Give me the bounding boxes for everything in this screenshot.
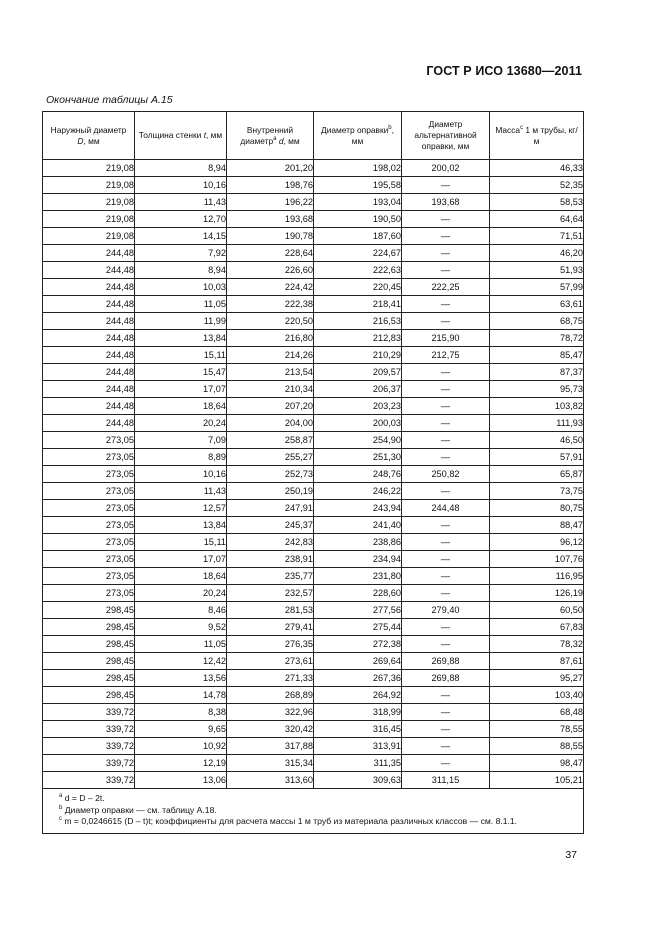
table-cell: 198,76 <box>227 177 314 194</box>
table-cell: 316,45 <box>314 721 402 738</box>
table-cell: 198,02 <box>314 160 402 177</box>
table-cell: 298,45 <box>43 670 135 687</box>
table-cell: — <box>402 568 490 585</box>
table-cell: 193,68 <box>402 194 490 211</box>
table-row <box>43 483 584 500</box>
table-cell: 244,48 <box>402 500 490 517</box>
table-cell: 313,60 <box>227 772 314 789</box>
table-cell: 13,06 <box>135 772 227 789</box>
table-cell: 219,08 <box>43 160 135 177</box>
table-row <box>43 177 584 194</box>
table-cell: 8,89 <box>135 449 227 466</box>
table-cell: 242,83 <box>227 534 314 551</box>
table-cell: 65,87 <box>490 466 584 483</box>
table-cell: 88,47 <box>490 517 584 534</box>
table-cell: 273,05 <box>43 483 135 500</box>
table-cell: 244,48 <box>43 364 135 381</box>
table-cell: 13,56 <box>135 670 227 687</box>
table-cell: 235,77 <box>227 568 314 585</box>
column-header-6: Масса$^c$ 1 м трубы, кг/м <box>490 112 584 160</box>
table-cell: 11,05 <box>135 636 227 653</box>
table-row <box>43 432 584 449</box>
table-cell: 52,35 <box>490 177 584 194</box>
table-cell: 68,48 <box>490 704 584 721</box>
table-row <box>43 772 584 789</box>
table-cell: 107,76 <box>490 551 584 568</box>
table-cell: 87,37 <box>490 364 584 381</box>
table-cell: 276,35 <box>227 636 314 653</box>
table-cell: 18,64 <box>135 568 227 585</box>
table-cell: 78,55 <box>490 721 584 738</box>
table-cell: 311,15 <box>402 772 490 789</box>
table-cell: 15,11 <box>135 534 227 551</box>
table-row <box>43 160 584 177</box>
table-cell: 209,57 <box>314 364 402 381</box>
table-cell: 222,38 <box>227 296 314 313</box>
table-cell: — <box>402 381 490 398</box>
table-cell: 14,78 <box>135 687 227 704</box>
table-cell: 245,37 <box>227 517 314 534</box>
table-cell: 68,75 <box>490 313 584 330</box>
table-cell: 273,05 <box>43 500 135 517</box>
table-row <box>43 245 584 262</box>
table-cell: 12,42 <box>135 653 227 670</box>
table-cell: 269,64 <box>314 653 402 670</box>
table-cell: — <box>402 211 490 228</box>
table-row <box>43 619 584 636</box>
table-cell: — <box>402 619 490 636</box>
table-row <box>43 500 584 517</box>
table-cell: 273,05 <box>43 585 135 602</box>
table-cell: 210,29 <box>314 347 402 364</box>
table-cell: 246,22 <box>314 483 402 500</box>
table-cell: 206,37 <box>314 381 402 398</box>
table-row <box>43 194 584 211</box>
table-cell: 212,83 <box>314 330 402 347</box>
table-cell: 271,33 <box>227 670 314 687</box>
table-cell: — <box>402 177 490 194</box>
table-cell: 95,73 <box>490 381 584 398</box>
table-row <box>43 313 584 330</box>
table-cell: — <box>402 738 490 755</box>
table-cell: 273,05 <box>43 432 135 449</box>
table-row <box>43 296 584 313</box>
table-cell: 311,35 <box>314 755 402 772</box>
table-cell: 126,19 <box>490 585 584 602</box>
table-cell: — <box>402 636 490 653</box>
table-cell: 220,50 <box>227 313 314 330</box>
table-cell: 322,96 <box>227 704 314 721</box>
table-cell: 318,99 <box>314 704 402 721</box>
table-cell: 78,32 <box>490 636 584 653</box>
table-row <box>43 381 584 398</box>
table-cell: 219,08 <box>43 194 135 211</box>
table-cell: 51,93 <box>490 262 584 279</box>
table-row <box>43 687 584 704</box>
table-cell: 8,38 <box>135 704 227 721</box>
table-cell: 273,05 <box>43 551 135 568</box>
table-cell: — <box>402 534 490 551</box>
table-cell: 218,41 <box>314 296 402 313</box>
table-cell: 116,95 <box>490 568 584 585</box>
table-cell: — <box>402 364 490 381</box>
column-header-5: Диаметр альтернативной оправки, мм <box>402 112 490 160</box>
table-cell: 103,82 <box>490 398 584 415</box>
table-cell: 222,25 <box>402 279 490 296</box>
table-cell: 222,63 <box>314 262 402 279</box>
table-cell: 9,65 <box>135 721 227 738</box>
table-row <box>43 636 584 653</box>
column-header-1: Наружный диаметр D, мм <box>43 112 135 160</box>
table-row <box>43 415 584 432</box>
table-cell: — <box>402 585 490 602</box>
table-cell: 219,08 <box>43 228 135 245</box>
table-cell: 98,47 <box>490 755 584 772</box>
table-cell: 309,63 <box>314 772 402 789</box>
table-cell: 187,60 <box>314 228 402 245</box>
table-row <box>43 398 584 415</box>
table-cell: 244,48 <box>43 381 135 398</box>
table-cell: 18,64 <box>135 398 227 415</box>
table-cell: 193,04 <box>314 194 402 211</box>
table-cell: 232,57 <box>227 585 314 602</box>
footnote-c: $^c$ m = 0,0246615 (D – t)t; коэффициенты для расчета массы 1 м труб из материала различных классов — см. 8.1.1. <box>59 816 518 826</box>
table-cell: 339,72 <box>43 755 135 772</box>
table-cell: 8,94 <box>135 160 227 177</box>
table-cell: 275,44 <box>314 619 402 636</box>
table-cell: 46,50 <box>490 432 584 449</box>
table-cell: 244,48 <box>43 245 135 262</box>
table-cell: 10,16 <box>135 466 227 483</box>
table-row <box>43 211 584 228</box>
column-header-2: Толщина стенки t, мм <box>135 112 227 160</box>
table-cell: 339,72 <box>43 704 135 721</box>
table-cell: 244,48 <box>43 296 135 313</box>
table-cell: 298,45 <box>43 653 135 670</box>
table-cell: 247,91 <box>227 500 314 517</box>
table-cell: 244,48 <box>43 415 135 432</box>
table-cell: 273,05 <box>43 466 135 483</box>
table-cell: 196,22 <box>227 194 314 211</box>
table-cell: 244,48 <box>43 262 135 279</box>
table-cell: 244,48 <box>43 279 135 296</box>
table-cell: 10,16 <box>135 177 227 194</box>
table-cell: 57,99 <box>490 279 584 296</box>
table-cell: — <box>402 228 490 245</box>
table-cell: — <box>402 551 490 568</box>
table-cell: 255,27 <box>227 449 314 466</box>
table-cell: 212,75 <box>402 347 490 364</box>
table-cell: 215,90 <box>402 330 490 347</box>
table-row <box>43 670 584 687</box>
table-cell: 190,78 <box>227 228 314 245</box>
table-cell: 279,40 <box>402 602 490 619</box>
table-cell: 216,53 <box>314 313 402 330</box>
table-cell: 204,00 <box>227 415 314 432</box>
table-cell: 11,43 <box>135 483 227 500</box>
table-cell: 250,82 <box>402 466 490 483</box>
table-cell: 200,03 <box>314 415 402 432</box>
table-row <box>43 602 584 619</box>
table-cell: 298,45 <box>43 687 135 704</box>
table-cell: — <box>402 313 490 330</box>
table-cell: 214,26 <box>227 347 314 364</box>
table-cell: 244,48 <box>43 347 135 364</box>
table-row <box>43 568 584 585</box>
table-row <box>43 449 584 466</box>
table-cell: 46,33 <box>490 160 584 177</box>
table-cell: — <box>402 483 490 500</box>
table-cell: 73,75 <box>490 483 584 500</box>
table-cell: 231,80 <box>314 568 402 585</box>
table-cell: 298,45 <box>43 619 135 636</box>
table-cell: 95,27 <box>490 670 584 687</box>
table-cell: 273,61 <box>227 653 314 670</box>
footnotes-row <box>43 789 584 834</box>
table-cell: 8,94 <box>135 262 227 279</box>
table-cell: 248,76 <box>314 466 402 483</box>
footnote-b: $^b$ Диаметр оправки — см. таблицу А.18. <box>59 804 217 815</box>
table-cell: 12,57 <box>135 500 227 517</box>
table-row <box>43 517 584 534</box>
table-row <box>43 551 584 568</box>
table-cell: 20,24 <box>135 415 227 432</box>
table-cell: 219,08 <box>43 177 135 194</box>
table-row <box>43 279 584 296</box>
table-cell: 228,64 <box>227 245 314 262</box>
table-row <box>43 262 584 279</box>
table-cell: 13,84 <box>135 517 227 534</box>
table-cell: 200,02 <box>402 160 490 177</box>
table-row <box>43 738 584 755</box>
footnotes-cell <box>43 789 584 834</box>
table-cell: 268,89 <box>227 687 314 704</box>
table-cell: — <box>402 245 490 262</box>
table-cell: 12,19 <box>135 755 227 772</box>
table-cell: 272,38 <box>314 636 402 653</box>
table-cell: 298,45 <box>43 602 135 619</box>
table-cell: 195,58 <box>314 177 402 194</box>
table-cell: — <box>402 398 490 415</box>
table-cell: 238,86 <box>314 534 402 551</box>
table-cell: 85,47 <box>490 347 584 364</box>
table-cell: — <box>402 721 490 738</box>
table-cell: — <box>402 296 490 313</box>
table-cell: 267,36 <box>314 670 402 687</box>
table-row <box>43 466 584 483</box>
table-cell: 273,05 <box>43 568 135 585</box>
table-cell: 269,88 <box>402 670 490 687</box>
table-cell: — <box>402 432 490 449</box>
table-cell: — <box>402 262 490 279</box>
table-cell: — <box>402 449 490 466</box>
table-cell: 78,72 <box>490 330 584 347</box>
table-cell: — <box>402 415 490 432</box>
table-cell: 12,70 <box>135 211 227 228</box>
table-cell: 298,45 <box>43 636 135 653</box>
table-cell: 60,50 <box>490 602 584 619</box>
table-row <box>43 755 584 772</box>
table-cell: 8,46 <box>135 602 227 619</box>
table-cell: 193,68 <box>227 211 314 228</box>
table-row <box>43 330 584 347</box>
table-cell: 46,20 <box>490 245 584 262</box>
table-cell: 264,92 <box>314 687 402 704</box>
table-cell: 281,53 <box>227 602 314 619</box>
table-header-row <box>43 112 584 160</box>
table-cell: 313,91 <box>314 738 402 755</box>
table-cell: 238,91 <box>227 551 314 568</box>
table-cell: 219,08 <box>43 211 135 228</box>
table-row <box>43 585 584 602</box>
table-cell: 190,50 <box>314 211 402 228</box>
table-cell: 317,88 <box>227 738 314 755</box>
table-cell: 226,60 <box>227 262 314 279</box>
table-cell: 7,09 <box>135 432 227 449</box>
table-cell: 67,83 <box>490 619 584 636</box>
table-row <box>43 721 584 738</box>
table-body <box>43 160 584 789</box>
document-title: ГОСТ Р ИСО 13680—2011 <box>426 64 582 78</box>
table-row <box>43 534 584 551</box>
table-cell: 10,03 <box>135 279 227 296</box>
table-cell: 250,19 <box>227 483 314 500</box>
table-cell: 216,80 <box>227 330 314 347</box>
table-cell: 339,72 <box>43 772 135 789</box>
table-cell: 71,51 <box>490 228 584 245</box>
table-cell: 252,73 <box>227 466 314 483</box>
table-cell: 244,48 <box>43 398 135 415</box>
table-cell: 7,92 <box>135 245 227 262</box>
table-cell: 224,67 <box>314 245 402 262</box>
table-cell: 11,43 <box>135 194 227 211</box>
table-cell: 241,40 <box>314 517 402 534</box>
table-cell: 80,75 <box>490 500 584 517</box>
table-cell: 17,07 <box>135 551 227 568</box>
table-cell: 243,94 <box>314 500 402 517</box>
table-cell: 320,42 <box>227 721 314 738</box>
table-cell: 58,53 <box>490 194 584 211</box>
table-cell: 254,90 <box>314 432 402 449</box>
table-cell: 339,72 <box>43 738 135 755</box>
table-cell: 64,64 <box>490 211 584 228</box>
table-cell: 14,15 <box>135 228 227 245</box>
page-number: 37 <box>565 849 577 861</box>
table-cell: 273,05 <box>43 534 135 551</box>
table-cell: 244,48 <box>43 313 135 330</box>
table-cell: 269,88 <box>402 653 490 670</box>
table-cell: 9,52 <box>135 619 227 636</box>
table-cell: 11,99 <box>135 313 227 330</box>
table-cell: 234,94 <box>314 551 402 568</box>
table-cell: 20,24 <box>135 585 227 602</box>
table-row <box>43 653 584 670</box>
table-cell: 11,05 <box>135 296 227 313</box>
table-cell: 96,12 <box>490 534 584 551</box>
table-cell: — <box>402 517 490 534</box>
table-cell: — <box>402 704 490 721</box>
table-cell: 220,45 <box>314 279 402 296</box>
table-caption: Окончание таблицы А.15 <box>46 94 173 106</box>
table-cell: 315,34 <box>227 755 314 772</box>
table-cell: 258,87 <box>227 432 314 449</box>
table-cell: 13,84 <box>135 330 227 347</box>
table-row <box>43 364 584 381</box>
table-cell: 57,91 <box>490 449 584 466</box>
table-cell: 17,07 <box>135 381 227 398</box>
table-row <box>43 228 584 245</box>
table-cell: 224,42 <box>227 279 314 296</box>
table-cell: 203,23 <box>314 398 402 415</box>
table-cell: 15,11 <box>135 347 227 364</box>
table-cell: 251,30 <box>314 449 402 466</box>
table-cell: 10,92 <box>135 738 227 755</box>
table-cell: 339,72 <box>43 721 135 738</box>
table-cell: 244,48 <box>43 330 135 347</box>
table-cell: 210,34 <box>227 381 314 398</box>
table-cell: 103,40 <box>490 687 584 704</box>
table-cell: 87,61 <box>490 653 584 670</box>
table-cell: — <box>402 687 490 704</box>
table-cell: 207,20 <box>227 398 314 415</box>
column-header-3: Внутренний диаметр$^a$ d, мм <box>227 112 314 160</box>
table-row <box>43 347 584 364</box>
table-cell: — <box>402 755 490 772</box>
table-cell: 111,93 <box>490 415 584 432</box>
table-cell: 213,54 <box>227 364 314 381</box>
table-cell: 279,41 <box>227 619 314 636</box>
table-cell: 273,05 <box>43 449 135 466</box>
footnote-a: $^a$ d = D – 2t. <box>59 793 105 803</box>
pipe-dimensions-table <box>42 111 584 834</box>
column-header-4: Диаметр оправки$^b$, мм <box>314 112 402 160</box>
table-cell: 228,60 <box>314 585 402 602</box>
table-cell: 277,56 <box>314 602 402 619</box>
table-cell: 105,21 <box>490 772 584 789</box>
table-cell: 63,61 <box>490 296 584 313</box>
table-cell: 201,20 <box>227 160 314 177</box>
table-cell: 88,55 <box>490 738 584 755</box>
table-cell: 273,05 <box>43 517 135 534</box>
table-cell: 15,47 <box>135 364 227 381</box>
table-row <box>43 704 584 721</box>
